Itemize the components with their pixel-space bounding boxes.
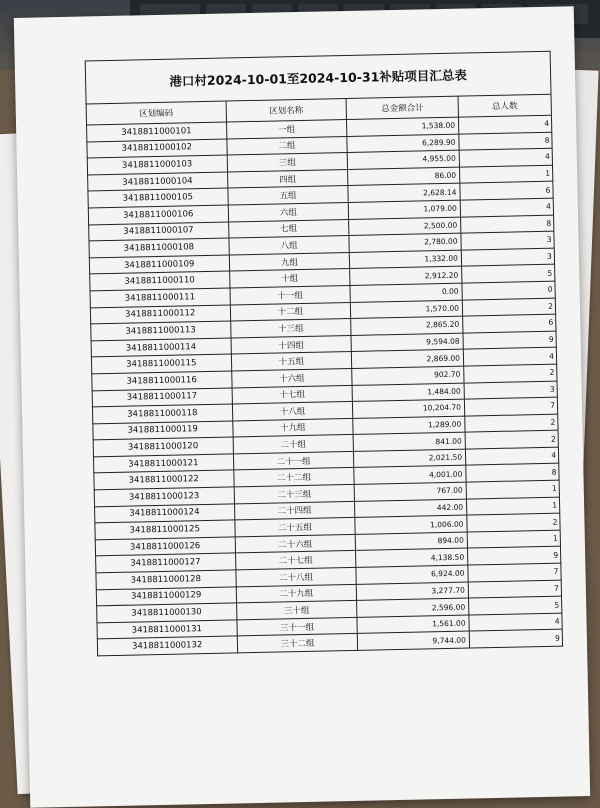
table-body — [87, 115, 563, 656]
region-code-cell: 3418811000124 — [95, 504, 235, 524]
total-amount-cell: 1,538.00 — [347, 117, 459, 136]
total-amount-cell: 894.00 — [356, 532, 468, 551]
region-code-cell: 3418811000105 — [88, 188, 228, 208]
region-code-cell: 3418811000118 — [92, 404, 232, 424]
total-amount-cell: 6,924.00 — [356, 565, 468, 584]
total-people-cell: 3 — [461, 231, 554, 250]
total-amount-cell: 1,332.00 — [350, 250, 462, 269]
region-code-cell: 3418811000111 — [90, 288, 230, 308]
region-code-cell: 3418811000129 — [96, 587, 236, 607]
total-amount-cell: 9,744.00 — [358, 631, 470, 650]
total-amount-cell: 2,780.00 — [349, 233, 461, 252]
total-people-cell: 7 — [468, 580, 561, 599]
total-amount-cell: 4,955.00 — [348, 150, 460, 169]
total-people-cell: 0 — [462, 281, 555, 300]
region-code-cell: 3418811000131 — [97, 620, 237, 640]
region-name-cell: 十三组 — [230, 319, 351, 338]
region-name-cell: 十九组 — [232, 418, 353, 437]
total-amount-cell: 841.00 — [353, 432, 465, 451]
region-code-cell: 3418811000119 — [93, 421, 233, 441]
region-code-cell: 3418811000101 — [87, 122, 227, 142]
total-people-cell: 2 — [465, 430, 558, 449]
region-code-cell: 3418811000102 — [87, 139, 227, 159]
header-total-amount: 总金额合计 — [346, 96, 458, 119]
region-code-cell: 3418811000120 — [93, 437, 233, 457]
total-people-cell: 1 — [466, 497, 559, 516]
region-name-cell: 二十二组 — [233, 468, 354, 487]
region-code-cell: 3418811000117 — [92, 387, 232, 407]
region-name-cell: 二十八组 — [235, 567, 356, 586]
region-name-cell: 十四组 — [231, 335, 352, 354]
region-code-cell: 3418811000122 — [94, 470, 234, 490]
region-name-cell: 三十二组 — [237, 634, 358, 653]
region-code-cell: 3418811000116 — [92, 371, 232, 391]
summary-table-wrapper — [85, 51, 563, 657]
total-people-cell: 5 — [469, 596, 562, 615]
total-amount-cell: 9,594.08 — [351, 333, 463, 352]
total-people-cell: 9 — [463, 331, 556, 350]
total-people-cell: 2 — [464, 364, 557, 383]
region-name-cell: 九组 — [229, 252, 350, 271]
total-amount-cell: 1,006.00 — [355, 515, 467, 534]
total-people-cell: 4 — [463, 347, 556, 366]
header-total-people: 总人数 — [458, 94, 551, 117]
total-people-cell: 4 — [458, 115, 551, 134]
total-amount-cell: 4,138.50 — [356, 549, 468, 568]
region-code-cell: 3418811000132 — [97, 636, 237, 656]
total-people-cell: 3 — [461, 248, 554, 267]
region-code-cell: 3418811000113 — [91, 321, 231, 341]
total-amount-cell: 2,021.50 — [354, 449, 466, 468]
total-amount-cell: 10,204.70 — [353, 399, 465, 418]
total-amount-cell: 1,570.00 — [351, 300, 463, 319]
region-name-cell: 二十九组 — [236, 584, 357, 603]
total-amount-cell: 4,001.00 — [354, 466, 466, 485]
region-name-cell: 三组 — [227, 153, 348, 172]
header-region-name: 区划名称 — [226, 99, 347, 123]
total-people-cell: 7 — [464, 397, 557, 416]
total-amount-cell: 2,500.00 — [349, 217, 461, 236]
total-amount-cell: 2,865.20 — [351, 316, 463, 335]
paper-sheet — [14, 6, 590, 808]
total-people-cell: 2 — [467, 513, 560, 532]
total-people-cell: 6 — [460, 182, 553, 201]
total-amount-cell: 442.00 — [355, 499, 467, 518]
region-name-cell: 八组 — [228, 236, 349, 255]
total-people-cell: 1 — [466, 480, 559, 499]
total-amount-cell: 3,277.70 — [357, 582, 469, 601]
region-code-cell: 3418811000115 — [91, 354, 231, 374]
total-amount-cell: 1,484.00 — [352, 383, 464, 402]
region-name-cell: 二十六组 — [235, 534, 356, 553]
total-people-cell: 1 — [467, 530, 560, 549]
region-name-cell: 十二组 — [230, 302, 351, 321]
total-amount-cell: 1,561.00 — [357, 615, 469, 634]
total-amount-cell: 2,596.00 — [357, 598, 469, 617]
table-title: 港口村2024-10-01至2024-10-31补贴项目汇总表 — [85, 51, 551, 104]
region-name-cell: 二十七组 — [235, 551, 356, 570]
region-name-cell: 十五组 — [231, 352, 352, 371]
region-name-cell: 六组 — [228, 202, 349, 221]
header-region-code: 区划编码 — [86, 101, 226, 125]
region-code-cell: 3418811000125 — [95, 520, 235, 540]
region-code-cell: 3418811000108 — [89, 238, 229, 258]
region-name-cell: 三十组 — [236, 601, 357, 620]
region-name-cell: 十组 — [229, 269, 350, 288]
region-name-cell: 十六组 — [231, 368, 352, 387]
region-name-cell: 五组 — [227, 186, 348, 205]
total-people-cell: 7 — [468, 563, 561, 582]
total-people-cell: 6 — [463, 314, 556, 333]
total-amount-cell: 1,289.00 — [353, 416, 465, 435]
total-people-cell: 4 — [465, 447, 558, 466]
summary-table — [85, 51, 563, 657]
region-code-cell: 3418811000126 — [95, 537, 235, 557]
total-people-cell: 8 — [461, 215, 554, 234]
total-people-cell: 5 — [462, 265, 555, 284]
total-amount-cell: 0.00 — [350, 283, 462, 302]
region-code-cell: 3418811000110 — [90, 271, 230, 291]
total-people-cell: 4 — [460, 198, 553, 217]
total-amount-cell: 6,289.90 — [347, 134, 459, 153]
total-amount-cell: 902.70 — [352, 366, 464, 385]
region-name-cell: 二组 — [226, 136, 347, 155]
region-code-cell: 3418811000128 — [96, 570, 236, 590]
region-name-cell: 七组 — [228, 219, 349, 238]
total-amount-cell: 2,912.20 — [350, 266, 462, 285]
region-name-cell: 二十五组 — [234, 518, 355, 537]
region-code-cell: 3418811000123 — [94, 487, 234, 507]
region-name-cell: 二十组 — [233, 435, 354, 454]
total-amount-cell: 1,079.00 — [349, 200, 461, 219]
region-name-cell: 十七组 — [232, 385, 353, 404]
region-name-cell: 二十三组 — [234, 484, 355, 503]
total-amount-cell: 767.00 — [355, 482, 467, 501]
total-people-cell: 9 — [467, 547, 560, 566]
region-code-cell: 3418811000114 — [91, 338, 231, 358]
region-code-cell: 3418811000106 — [88, 205, 228, 225]
region-code-cell: 3418811000107 — [89, 222, 229, 242]
total-people-cell: 1 — [459, 165, 552, 184]
total-amount-cell: 86.00 — [348, 167, 460, 186]
total-people-cell: 8 — [466, 464, 559, 483]
region-name-cell: 四组 — [227, 169, 348, 188]
total-people-cell: 4 — [469, 613, 562, 632]
region-name-cell: 三十一组 — [236, 617, 357, 636]
region-name-cell: 二十四组 — [234, 501, 355, 520]
region-code-cell: 3418811000121 — [93, 454, 233, 474]
region-name-cell: 十一组 — [229, 285, 350, 304]
region-name-cell: 一组 — [226, 119, 347, 138]
region-code-cell: 3418811000109 — [89, 255, 229, 275]
region-code-cell: 3418811000103 — [87, 155, 227, 175]
total-amount-cell: 2,628.14 — [348, 184, 460, 203]
region-code-cell: 3418811000127 — [96, 553, 236, 573]
region-code-cell: 3418811000112 — [90, 305, 230, 325]
region-name-cell: 二十一组 — [233, 451, 354, 470]
total-people-cell: 8 — [459, 132, 552, 151]
region-code-cell: 3418811000130 — [97, 603, 237, 623]
total-people-cell: 3 — [464, 381, 557, 400]
total-people-cell: 2 — [465, 414, 558, 433]
region-code-cell: 3418811000104 — [88, 172, 228, 192]
total-people-cell: 2 — [462, 298, 555, 317]
region-name-cell: 十八组 — [232, 402, 353, 421]
total-people-cell: 9 — [469, 630, 562, 649]
total-people-cell: 4 — [459, 148, 552, 167]
total-amount-cell: 2,869.00 — [352, 349, 464, 368]
